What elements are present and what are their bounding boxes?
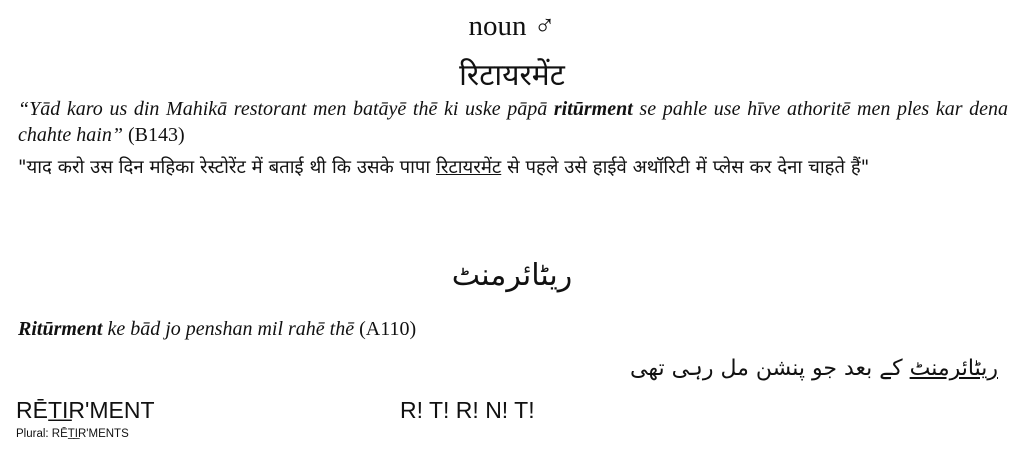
example1-translit-term: ritūrment — [553, 98, 633, 120]
example1-source: (B143) — [123, 124, 185, 146]
example2-translit-rest: ke bād jo penshan mil rahē thē — [102, 318, 355, 340]
example1-hindi-after: से पहले उसे हाईवे अथॉरिटी में प्लेस कर देना चाहते हैं" — [501, 157, 870, 178]
example1-transliteration — [18, 96, 1008, 148]
example1-hindi-before: "याद करो उस दिन महिका रेस्टोरेंट में बताई थी कि उसके पापा — [18, 157, 437, 178]
example1-translit-after: se pahle use hīve athoritē men ples kar dena chahte hain” — [18, 98, 1008, 146]
headword-urdu: ریٹائرمنٹ — [451, 258, 573, 293]
example2-transliteration — [18, 318, 416, 341]
example2-urdu-term: ریٹائرمنٹ — [909, 356, 998, 381]
example2-source: (A110) — [354, 318, 417, 340]
example2-translit-term: Ritūrment — [18, 318, 103, 340]
pronunciation: RĒT̲I̲R'MENT — [16, 397, 155, 423]
headword-hindi: रिटायरमेंट — [459, 58, 565, 93]
example1-hindi-term: रिटायरमेंट — [436, 157, 502, 178]
example1-hindi — [18, 151, 1013, 185]
example2-urdu — [630, 356, 998, 381]
plural-form: Plural: RĒT̲I̲R'MENTS — [16, 428, 129, 440]
spelled-letters: R! T! R! N! T! — [400, 397, 535, 423]
example2-urdu-rest: کے بعد جو پنشن مل رہی تھی — [630, 356, 910, 381]
example1-translit-before: “Yād karo us din Mahikā restorant men batāyē thē ki uske pāpā — [18, 98, 554, 120]
part-of-speech: noun ♂ — [468, 10, 556, 42]
